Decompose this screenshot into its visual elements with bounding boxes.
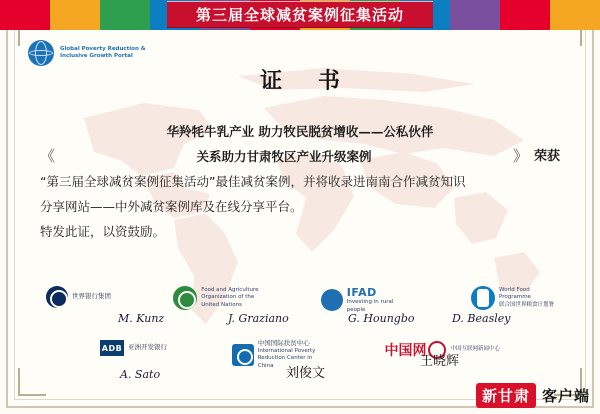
org-fao [173,286,258,310]
brand-label: 客户端 [541,387,590,405]
org-wfp-en1: World Food [498,286,530,293]
org-fao-label [201,287,258,310]
ribbon-stripe-10 [500,0,550,30]
org-wfp-cn: 联合国世界粮食计划署 [498,301,554,308]
org-world-bank-cn: 世界银行集团 [72,292,111,301]
certificate-title: 证 书 [260,69,354,94]
ribbon-stripe-1 [50,0,100,30]
ribbon-stripe-0 [0,0,50,30]
signature-china-net: 王晓辉 [420,354,460,369]
signature-wfp: D. Beasley [452,312,511,325]
world-bank-icon [46,286,68,308]
org-wfp-label [499,287,554,310]
organization-logo-row-1 [46,286,554,314]
body-line-3: 特发此证，以资鼓励。 [40,224,166,239]
signature-iprcc: 刘俊文 [286,366,326,381]
case-name-line-2-row [40,144,560,169]
org-china-net-en: 中国互联网新闻中心 [450,346,500,353]
corner-ornament-bottom-left [18,368,46,396]
brand-badge: 新甘肃 [476,383,536,408]
signature-adb: A. Sato [120,368,161,381]
portal-logo-line1: Global Poverty Reduction & [60,46,146,52]
org-world-bank-label [72,293,111,301]
org-ifad-name: IFAD [346,286,377,299]
ribbon-stripe-2 [100,0,150,30]
certificate-paragraphs [40,119,560,244]
org-adb-cn: 亚洲开发银行 [128,343,167,352]
case-name-line-2: 关系助力甘肃牧区产业升级案例 [196,149,372,164]
portal-logo-line2: Inclusive Growth Portal [60,53,133,59]
org-iprcc-cn: 中国国际扶贫中心 [257,339,310,347]
body-line-1: “第三届全球减贫案例征集活动”最佳减贫案例，并将收录进南南合作减贫知识 [40,174,466,189]
body-line-2: 分享网站——中外减贫案例库及在线分享平台。 [40,199,303,214]
iprcc-icon [232,344,254,366]
top-ribbon [0,0,600,30]
org-adb [100,340,167,356]
org-wfp-en2: Programme [498,294,531,301]
award-label: 荣获 [533,149,560,164]
org-adb-label [128,344,167,352]
fao-icon [173,286,197,310]
org-fao-en1: Food and Agriculture [201,286,259,293]
org-fao-en3: United Nations [201,301,242,308]
ribbon-stripe-11 [550,0,600,30]
org-iprcc-en: International Poverty Reduction Center in China [257,347,316,369]
ribbon-stripe-9 [450,0,500,30]
org-ifad [321,286,409,314]
org-wfp [471,286,554,310]
org-fao-en2: Organization of the [201,294,255,301]
signature-world-bank: M. Kunz [118,312,165,325]
wfp-icon [471,286,495,310]
ribbon-title: 第三届全球减贫案例征集活动 [167,1,433,28]
adb-icon: ADB [100,340,124,356]
quote-open-mark: 《 [40,147,56,165]
quote-close-mark: 》 [512,147,528,165]
org-ifad-label [347,286,409,314]
org-world-bank [46,286,111,308]
signature-fao: J. Graziano [228,312,289,325]
certificate-body [40,58,560,244]
signature-ifad: G. Houngbo [348,312,415,325]
ifad-icon [321,289,343,311]
brand-watermark [476,383,590,408]
case-name-line-1: 华羚牦牛乳产业 助力牧民脱贫增收——公私伙伴 [166,124,434,139]
org-ifad-tagline: Investing in rural people [346,299,394,313]
china-net-cn: 中国网 [384,343,427,359]
